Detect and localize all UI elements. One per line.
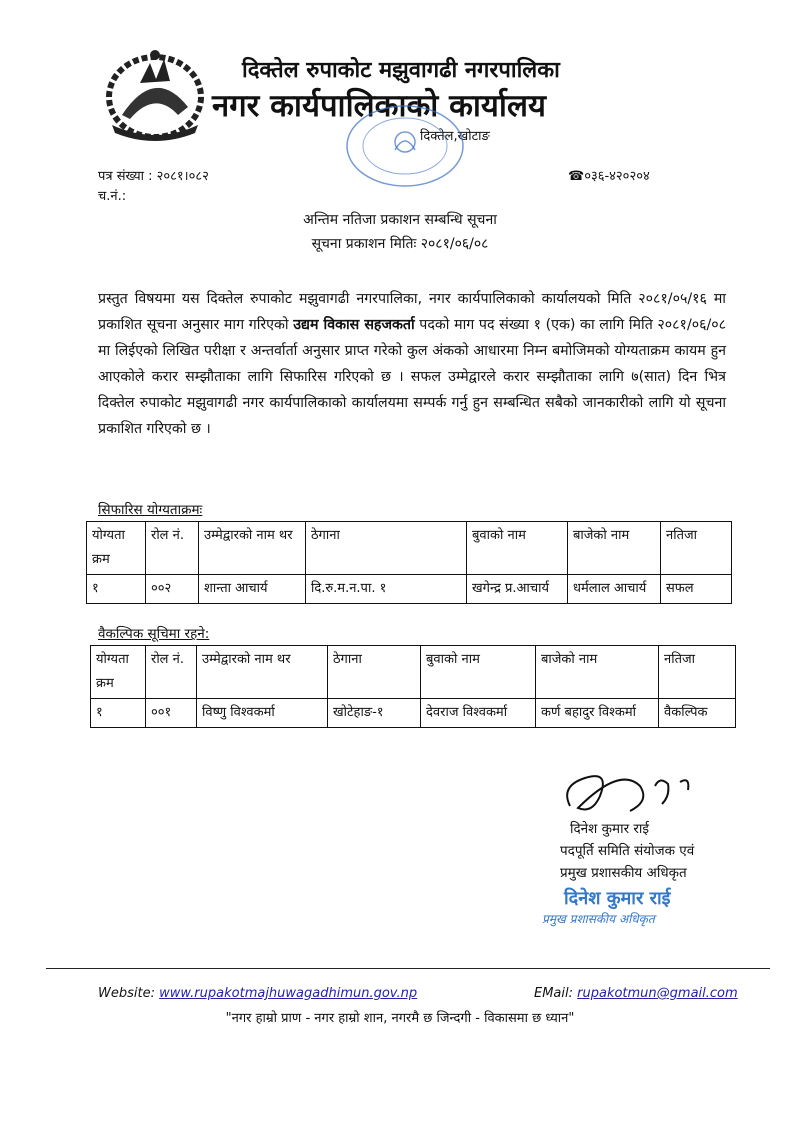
dispatch-number: च.नं.: (98, 189, 127, 204)
header-cell: योग्यता क्रम (91, 646, 146, 699)
footer-slogan: "नगर हाम्रो प्राण - नगर हाम्रो शान, नगरमै छ जिन्दगी - विकासमा छ ध्यान" (225, 1011, 575, 1026)
notice-title: अन्तिम नतिजा प्रकाशन सम्बन्धि सूचना (303, 212, 497, 228)
website-label: Website: (98, 986, 155, 1001)
website-link[interactable]: www.rupakotmajhuwagadhimun.gov.np (159, 986, 418, 1001)
stamp-name: दिनेश कुमार राई (564, 888, 671, 909)
header-cell: बाजेको नाम (536, 646, 659, 699)
table-cell: १ (91, 699, 146, 728)
header-cell: बुवाको नाम (467, 522, 568, 575)
signatory-block (560, 818, 694, 884)
signatory-role: पदपूर्ति समिति संयोजक एवं (560, 843, 695, 859)
office-name: नगर कार्यपालिकाको कार्यालय (212, 88, 546, 124)
email-link[interactable]: rupakotmun@gmail.com (577, 986, 738, 1001)
table-cell: ००२ (146, 575, 199, 604)
notice-body-part-1: प्रस्तुत विषयमा यस दिक्तेल रुपाकोट मझुवागढी नगरपालिका, नगर कार्यपालिकाको कार्यालयको मिति २०८१/०५/१६ मा प्रकाशित सूचना अनुसार माग गरिएको (98, 291, 726, 333)
recommended-heading: सिफारिस योग्यताक्रमः (98, 502, 203, 518)
letter-number: पत्र संख्या : २०८१।०८२ (98, 169, 209, 184)
table-header-row (91, 646, 736, 699)
header-cell: नतिजा (661, 522, 732, 575)
signature-icon (530, 756, 710, 826)
table-cell: खोटेहाङ-१ (328, 699, 421, 728)
alternate-table (90, 645, 736, 728)
alternate-heading: वैकल्पिक सूचिमा रहने: (98, 626, 210, 642)
post-name: उद्यम विकास सहजकर्ता (293, 317, 415, 333)
email-label: EMail: (534, 986, 573, 1001)
office-location: दिक्तेल,खोटाङ (420, 129, 490, 144)
notice-date: सूचना प्रकाशन मितिः २०८१/०६/०८ (311, 236, 489, 252)
municipality-name: दिक्तेल रुपाकोट मझुवागढी नगरपालिका (242, 58, 560, 83)
nepal-emblem-icon (100, 45, 210, 145)
header-cell: उम्मेद्वारको नाम थर (197, 646, 328, 699)
footer-website (98, 986, 417, 1001)
table-header-row (87, 522, 732, 575)
table-cell: ००१ (146, 699, 197, 728)
table-row (91, 699, 736, 728)
header-cell: बाजेको नाम (568, 522, 661, 575)
table-cell: कर्ण बहादुर विश्कर्मा (536, 699, 659, 728)
table-cell: शान्ता आचार्य (199, 575, 306, 604)
notice-body (98, 286, 726, 442)
notice-body-part-2: पदको माग पद संख्या १ (एक) का लागि मिति २०८१/०६/०८ मा लिईएको लिखित परीक्षा र अन्तर्वार्ता अनुसार प्राप्त गरेको कुल अंकको आधारमा निम्न बमोजिमको योग्यताक्रम कायम हुन आएकोले करार सम्झौताका लागि सिफारिस गरिएको छ । सफल उम्मेद्वारले करार सम्झौताका लागि ७(सात) दिन भित्र दिक्तेल रुपाकोट मझुवागढी नगर कार्यपालिकाको कार्यालयमा सम्पर्क गर्नु हुन सम्बन्धित सबैको जानकारीको लागि यो सूचना प्रकाशित गरिएको छ । (98, 317, 727, 437)
table-cell: सफल (661, 575, 732, 604)
table-cell: खगेन्द्र प्र.आचार्य (467, 575, 568, 604)
header-cell: ठेगाना (328, 646, 421, 699)
header-cell: ठेगाना (306, 522, 467, 575)
signature-stamp (542, 886, 670, 927)
table-cell: वैकल्पिक (659, 699, 736, 728)
header-cell: बुवाको नाम (421, 646, 536, 699)
table-cell: १ (87, 575, 146, 604)
header-cell: नतिजा (659, 646, 736, 699)
table-cell: दि.रु.म.न.पा. १ (306, 575, 467, 604)
header-cell: रोल नं. (146, 646, 197, 699)
footer-divider (46, 968, 770, 969)
stamp-title: प्रमुख प्रशासकीय अधिकृत (542, 912, 655, 926)
table-cell: धर्मलाल आचार्य (568, 575, 661, 604)
footer-email (534, 986, 738, 1001)
header-cell: उम्मेद्वारको नाम थर (199, 522, 306, 575)
header-cell: योग्यता क्रम (87, 522, 146, 575)
signatory-name: दिनेश कुमार राई (570, 821, 650, 837)
phone-number: ☎०३६-४२०२०४ (568, 169, 650, 184)
signatory-role: प्रमुख प्रशासकीय अधिकृत (560, 865, 687, 881)
table-cell: देवराज विश्वकर्मा (421, 699, 536, 728)
header-cell: रोल नं. (146, 522, 199, 575)
recommended-table (86, 521, 732, 604)
table-cell: विष्णु विश्वकर्मा (197, 699, 328, 728)
table-row (87, 575, 732, 604)
office-stamp-icon (340, 102, 470, 194)
